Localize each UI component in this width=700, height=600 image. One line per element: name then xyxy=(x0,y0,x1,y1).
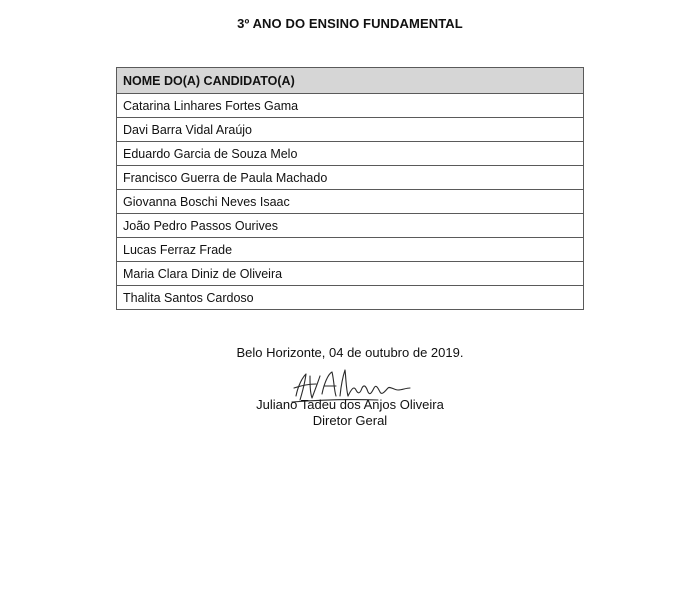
candidate-name-cell: Catarina Linhares Fortes Gama xyxy=(117,94,584,118)
candidate-name-cell: Thalita Santos Cardoso xyxy=(117,286,584,310)
candidate-name-cell: Eduardo Garcia de Souza Melo xyxy=(117,142,584,166)
candidate-name-cell: Francisco Guerra de Paula Machado xyxy=(117,166,584,190)
date-line: Belo Horizonte, 04 de outubro de 2019. xyxy=(236,345,464,360)
table-row xyxy=(117,166,584,190)
signer-name: Juliano Tadeu dos Anjos Oliveira xyxy=(256,397,444,412)
table-row xyxy=(117,118,584,142)
table-row xyxy=(117,94,584,118)
candidates-table xyxy=(116,67,584,310)
page-title: 3º ANO DO ENSINO FUNDAMENTAL xyxy=(237,16,463,31)
table-row xyxy=(117,142,584,166)
candidate-name-cell: Lucas Ferraz Frade xyxy=(117,238,584,262)
table-row xyxy=(117,262,584,286)
column-header-candidate-name: NOME DO(A) CANDIDATO(A) xyxy=(117,68,584,94)
candidate-name-cell: Giovanna Boschi Neves Isaac xyxy=(117,190,584,214)
table-row xyxy=(117,190,584,214)
candidate-name-cell: João Pedro Passos Ourives xyxy=(117,214,584,238)
table-header-row xyxy=(117,68,584,94)
table-row xyxy=(117,214,584,238)
table-row xyxy=(117,238,584,262)
table-row xyxy=(117,286,584,310)
signer-role: Diretor Geral xyxy=(312,413,388,428)
candidate-name-cell: Davi Barra Vidal Araújo xyxy=(117,118,584,142)
candidate-name-cell: Maria Clara Diniz de Oliveira xyxy=(117,262,584,286)
